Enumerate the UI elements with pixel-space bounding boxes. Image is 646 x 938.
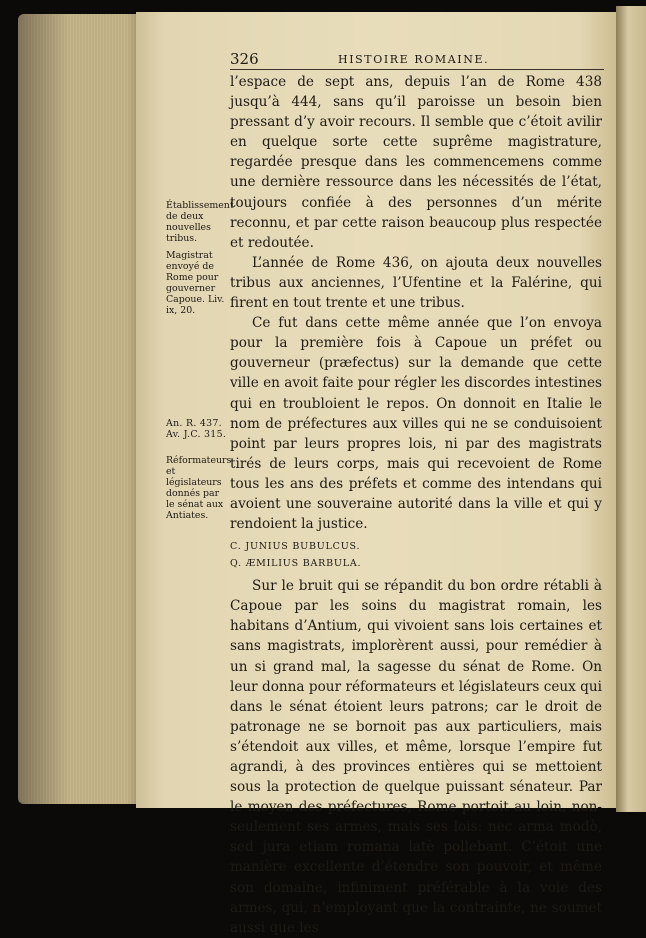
running-head [226, 50, 616, 70]
page-edges-shadow [18, 14, 146, 804]
main-text [230, 72, 602, 938]
margin-note-capoue: Magistrat envoyé de Rome pour gouverner Capoue. Liv. ix, 20. [166, 250, 225, 316]
consul-1: C. JUNIUS BUBULCUS. [230, 541, 361, 553]
header-rule [230, 69, 604, 70]
consul-2: Q. ÆMILIUS BARBULA. [230, 558, 362, 570]
paragraph-3: Ce fut dans cette même année que l’on envoya pour la première fois à Capoue un préfet ou gouverneur (præfectus) sur la demande que cette ville en avoit faite pour régler les discordes intestines qui en troubloient le repos. On donnoit en Italie le nom de préfectures aux villes qui ne se conduisoient point par leurs propres lois, ni par des magistrats tirés de leurs corps, mais qui recevoient de Rome tous les ans des préfets et comme des intendans qui avoient une souveraine autorité dans la ville et qui y rendoient la justice. [230, 315, 602, 533]
running-title: HISTOIRE ROMAINE. [338, 53, 490, 66]
facing-page-edge [616, 6, 646, 812]
margin-note-tribus: Établissement de deux nouvelles tribus. [166, 200, 234, 244]
consuls [230, 538, 602, 572]
margin-note-antiates: Réformateurs et législateurs donnés par le sénat aux Antiates. [166, 455, 232, 521]
margin-note-year: An. R. 437. Av. J.C. 315. [166, 418, 227, 440]
paragraph-1: l’espace de sept ans, depuis l’an de Rome 438 jusqu’à 444, sans qu’il paroisse un besoin bien pressant d’y avoir recours. Il semble que c’étoit avilir en quelque sorte cette suprême magistrature, regardée presque dans les commencemens comme une dernière ressource dans les nécessités de l’état, toujours confiée à des personnes d’un mérite reconnu, et par cette raison beaucoup plus respectée et redoutée. [230, 74, 602, 251]
page-number: 326 [230, 50, 259, 68]
paragraph-2: L’année de Rome 436, on ajouta deux nouvelles tribus aux anciennes, l’Ufentine et la Falérine, qui firent en tout trente et une tribus. [230, 254, 602, 312]
paragraph-4: Sur le bruit qui se répandit du bon ordre rétabli à Capoue par les soins du magistrat romain, les habitans d’Antium, qui vivoient sans lois certaines et sans magistrats, implorèrent aussi, pour remédier à un si grand mal, la sagesse du sénat de Rome. On leur donna pour réformateurs et législateurs ceux qui dans le sénat étoient leurs patrons; car le droit de patronage ne se bornoit pas aux particuliers, mais s’étendoit aux villes, et même, lorsque l’empire fut agrandi, à des provinces entières qui se mettoient sous la protection de quelque puissant sénateur. Par le moyen des préfectures, Rome portoit au loin, non-seulement ses armes, mais ses lois: nec arma modò, sed jura etiam romana latè pollebant. C’étoit une manière excellente d’étendre son pouvoir, et même son domaine, infiniment préférable à la voie des armes, qui, n’employant que la contrainte, ne soumet aussi que les [230, 578, 602, 936]
